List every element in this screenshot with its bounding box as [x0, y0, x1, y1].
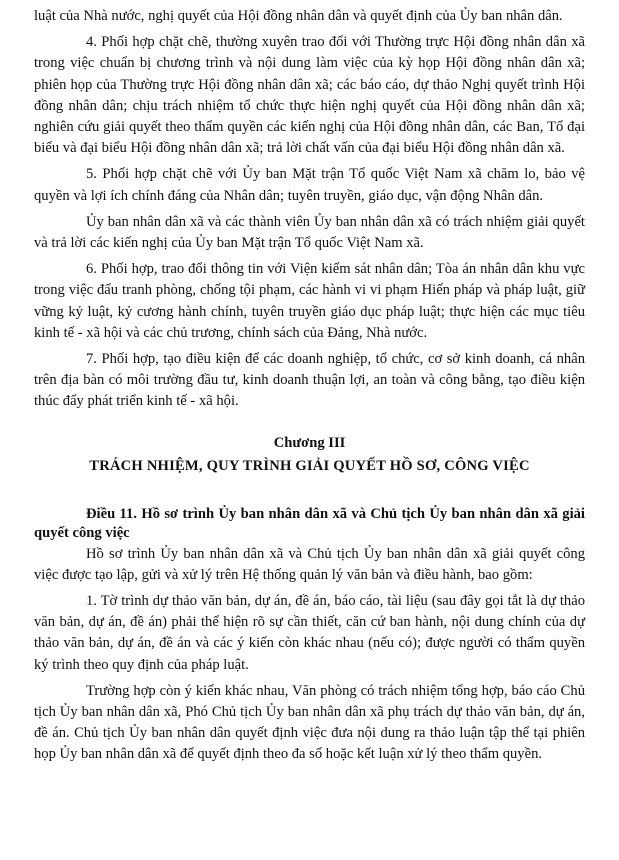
paragraph-continuation: luật của Nhà nước, nghị quyết của Hội đồng nhân dân và quyết định của Ủy ban nhân dân. — [34, 8, 563, 24]
article-item-1-case: Trường hợp còn ý kiến khác nhau, Văn phòng có trách nhiệm tổng hợp, báo cáo Chủ tịch Ủy ban nhân dân xã, Phó Chủ tịch Ủy ban nhân dân xã phụ trách dự thảo văn bản, dự án, đề án. Chủ tịch Ủy ban nhân dân quyết định việc đưa nội dung ra thảo luận tập thể tại phiên họp Ủy ban nhân dân xã để quyết định theo đa số hoặc kết luận xử lý theo thẩm quyền. — [34, 682, 585, 763]
paragraph-item-6: 6. Phối hợp, trao đổi thông tin với Viện kiểm sát nhân dân; Tòa án nhân dân khu vực trong việc đấu tranh phòng, chống tội phạm, các hành vi vi phạm Hiến pháp và pháp luật, giữ vững kỷ luật, kỷ cương hành chính, tuyên truyền giáo dục pháp luật; thực hiện các mục tiêu kinh tế - xã hội và các chủ trương, chính sách của Đảng, Nhà nước. — [34, 261, 585, 341]
paragraph-item-5-note: Ủy ban nhân dân xã và các thành viên Ủy ban nhân dân xã có trách nhiệm giải quyết và trả lời các kiến nghị của Ủy ban Mặt trận Tổ quốc Việt Nam xã. — [34, 213, 585, 252]
article-heading: Điều 11. Hồ sơ trình Ủy ban nhân dân xã và Chủ tịch Ủy ban nhân dân xã giải quyết công việc — [34, 505, 585, 542]
paragraph-item-7: 7. Phối hợp, tạo điều kiện để các doanh nghiệp, tổ chức, cơ sở kinh doanh, cá nhân trên địa bàn có môi trường đầu tư, kinh doanh thuận lợi, an toàn và công bằng, tạo điều kiện thúc đẩy phát triển kinh tế - xã hội. — [34, 351, 585, 410]
article-intro-paragraph: Hồ sơ trình Ủy ban nhân dân xã và Chủ tịch Ủy ban nhân dân xã giải quyết công việc được tạo lập, gửi và xử lý trên Hệ thống quản lý văn bản và điều hành, bao gồm: — [34, 545, 585, 583]
paragraph-item-4: 4. Phối hợp chặt chẽ, thường xuyên trao đổi với Thường trực Hội đồng nhân dân xã trong việc chuẩn bị chương trình và nội dung làm việc của kỳ họp Hội đồng nhân dân xã; phiên họp của Thường trực Hội đồng nhân dân xã; các báo cáo, dự thảo Nghị quyết trình Hội đồng nhân dân; chịu trách nhiệm tổ chức thực hiện nghị quyết của Hội đồng nhân dân xã; nghiên cứu giải quyết theo thẩm quyền các kiến nghị của Hội đồng nhân dân, các Ban, Tổ đại biểu và đại biểu Hội đồng nhân dân xã; trả lời chất vấn của đại biểu Hội đồng nhân dân xã. — [34, 34, 585, 157]
chapter-heading — [34, 433, 585, 477]
chapter-number: Chương III — [273, 434, 346, 451]
paragraph-item-5: 5. Phối hợp chặt chẽ với Ủy ban Mặt trận Tổ quốc Việt Nam xã chăm lo, bảo vệ quyền và lợi ích chính đáng của Nhân dân; tuyên truyền, giáo dục, vận động Nhân dân. — [34, 166, 585, 204]
article-item-1: 1. Tờ trình dự thảo văn bản, dự án, đề án, báo cáo, tài liệu (sau đây gọi tắt là dự thảo văn bản, dự án, đề án) phải thể hiện rõ sự cần thiết, căn cứ ban hành, nội dung chính của dự thảo văn bản, dự án, đề án và các ý kiến còn khác nhau (nếu có); được người có thẩm quyền ký trình theo quy định của pháp luật. — [34, 593, 585, 673]
chapter-title: TRÁCH NHIỆM, QUY TRÌNH GIẢI QUYẾT HỒ SƠ, CÔNG VIỆC — [89, 457, 530, 474]
